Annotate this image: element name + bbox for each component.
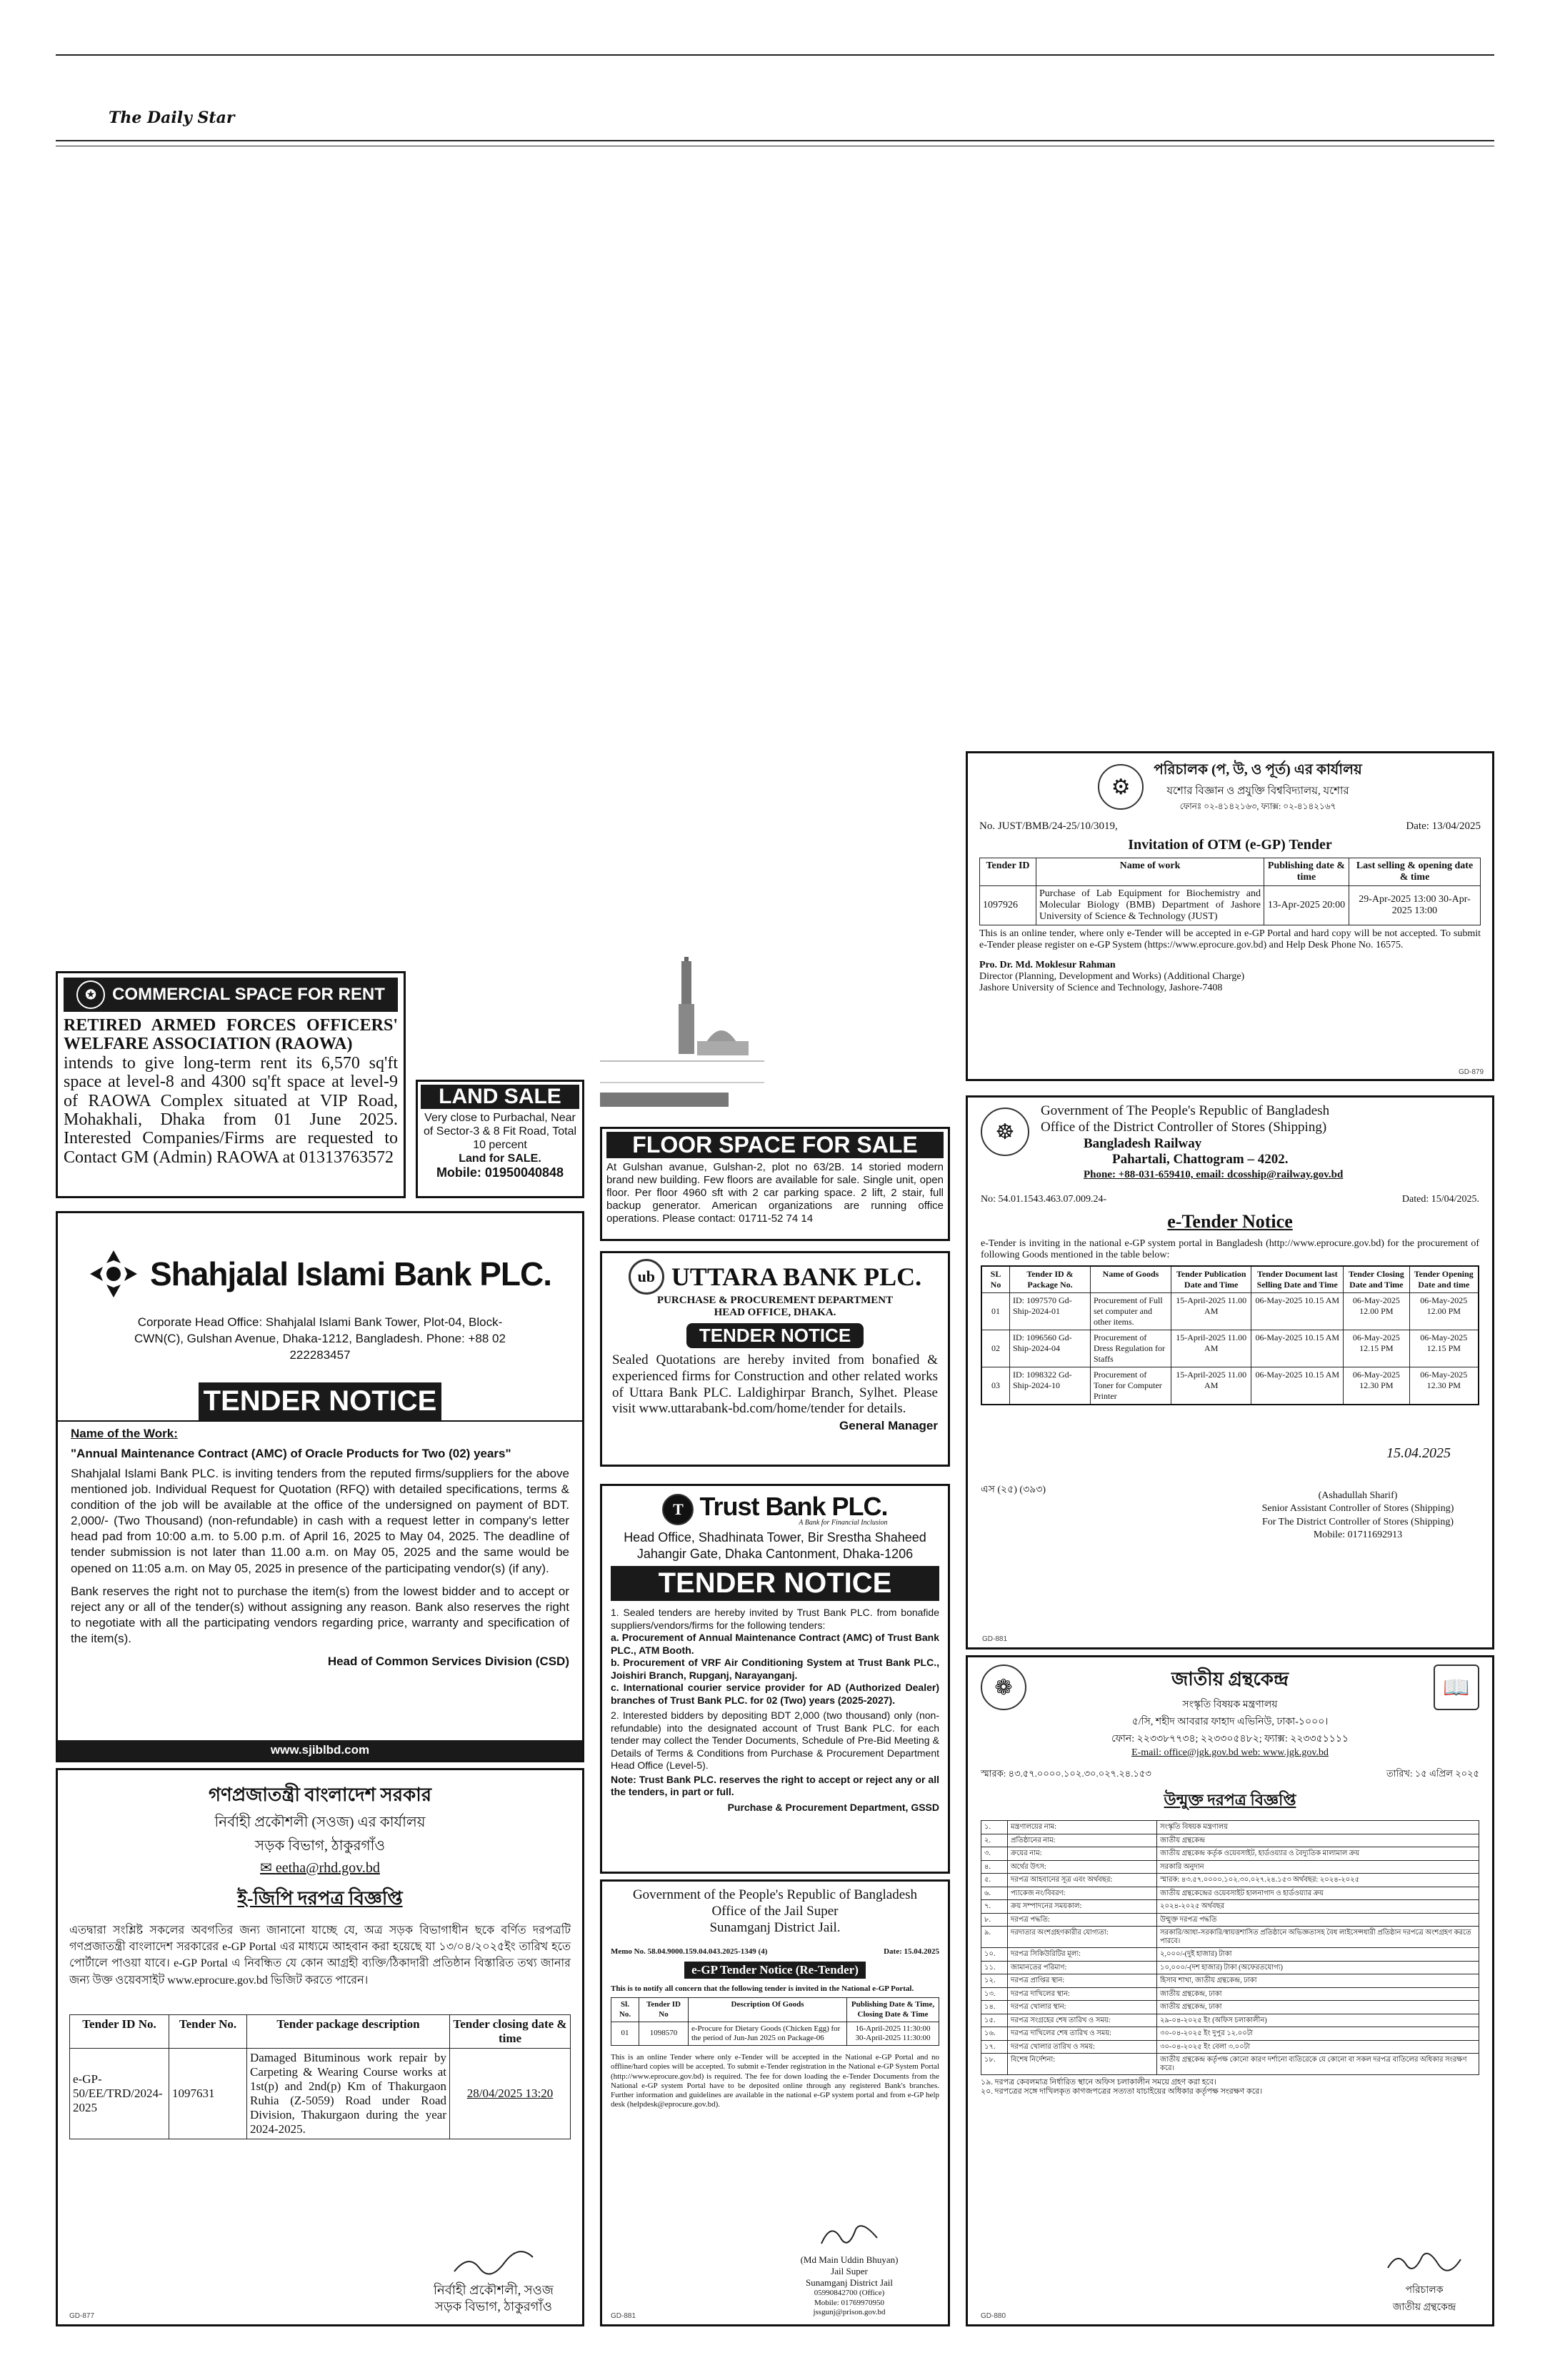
railway-intro: e-Tender is inviting in the national e-GP system portal in Bangladesh (http://www.eprocure.gov.bd) for the procurement of following Goods mentioned in the table below: xyxy=(981,1238,1479,1261)
jail-ph2: Mobile: 01769970950 xyxy=(814,2298,885,2307)
trust-item-b: b. Procurement of VRF Air Conditioning System at Trust Bank PLC., Joishiri Branch, Rupganj, Narayanganj. xyxy=(611,1657,939,1681)
railway-cell: ID: 1098322 Gd-Ship-2024-10 xyxy=(1010,1367,1091,1405)
table-row xyxy=(981,1874,1479,1887)
just-th-selling: Last selling & opening date & time xyxy=(1349,858,1481,886)
jgk-foot1: ১৯. দরপত্র কেবলমাত্র নির্ধারিত স্থানে অফিস চলাকালীন সময়ে গ্রহণ করা হবে। xyxy=(981,2078,1216,2087)
jgk-sign-org: জাতীয় গ্রন্থকেন্দ্র xyxy=(1392,2302,1456,2313)
gov-emblem-icon: ❁ xyxy=(981,1665,1026,1710)
sibl-web-link[interactable]: www.sjiblbd.com xyxy=(58,1740,582,1760)
rhd-signature-icon xyxy=(451,2250,536,2279)
railway-addr: Pahartali, Chattogram – 4202. xyxy=(1112,1152,1289,1168)
railway-org: Bangladesh Railway xyxy=(1084,1135,1202,1151)
rhd-email-text: eetha@rhd.gov.bd xyxy=(275,1860,380,1876)
jgk-cell: ১০,০০০/-(দশ হাজার) টাকা (অফেরতযোগ্য) xyxy=(1157,1961,1479,1974)
just-th-publish: Publishing date & time xyxy=(1264,858,1349,886)
university-emblem-icon: ⚙ xyxy=(1098,764,1144,810)
railway-date: Dated: 15/04/2025. xyxy=(1401,1194,1479,1205)
railway-cell: 15-April-2025 11.00 AM xyxy=(1171,1293,1251,1330)
jgk-cell: ১৭. xyxy=(981,2040,1008,2054)
jgk-memo: স্মারক: ৪৩.৫৭.০০০০.১০২.৩০.০২৭.২৪.১৫৩ xyxy=(981,1768,1151,1779)
railway-memo: No: 54.01.1543.463.07.009.24- xyxy=(981,1194,1107,1205)
just-gd: GD-879 xyxy=(1458,1068,1484,1076)
top-rule xyxy=(56,54,1494,56)
jgk-cell: অর্থের উৎস: xyxy=(1008,1860,1157,1874)
rhd-ad xyxy=(56,1768,584,2326)
railway-cell: Procurement of Toner for Computer Printer xyxy=(1091,1367,1171,1405)
jgk-gd: GD-880 xyxy=(981,2312,1006,2320)
jail-th-desc: Description Of Goods xyxy=(689,1998,847,2022)
jail-office: Office of the Jail Super xyxy=(711,1903,839,1919)
trust-notice: TENDER NOTICE xyxy=(611,1566,939,1601)
rhd-th-id: Tender ID No. xyxy=(70,2014,169,2048)
jgk-address: ৫/সি, শহীদ আবরার ফাহাদ এভিনিউ, ঢাকা-১০০০। xyxy=(1131,1717,1329,1727)
rhd-email[interactable] xyxy=(69,1859,571,1877)
sibl-name: Shahjalal Islami Bank PLC. xyxy=(150,1255,551,1292)
jail-signature-icon xyxy=(817,2218,881,2251)
jgk-cell: দরদাতার অংশগ্রহণকারীর যোগ্যতা: xyxy=(1008,1927,1157,1948)
uttara-ad xyxy=(600,1251,950,1467)
jgk-cell: ক্রয় সম্পাদনের সময়কাল: xyxy=(1008,1900,1157,1914)
sibl-para2: Bank reserves the right not to purchase the item(s) from the lowest bidder and to accept or reject any or all of the tender(s) without assigning any reason. Bank also reserves the right to negotiate with all the participating vendors regarding price, warranty and specification of the item(s). xyxy=(71,1584,569,1645)
table-row xyxy=(981,1821,1479,1834)
jgk-cell: ৩০-০৪-২০২৫ ইং দুপুর ১২.০০টা xyxy=(1157,2027,1479,2041)
table-row xyxy=(981,1900,1479,1914)
railway-signature-date: 15.04.2025 xyxy=(1386,1445,1451,1462)
rhd-gov: গণপ্রজাতন্ত্রী বাংলাদেশ সরকার xyxy=(208,1784,432,1805)
floor-title: FLOOR SPACE FOR SALE xyxy=(606,1132,944,1158)
railway-cell: 06-May-2025 10.15 AM xyxy=(1251,1367,1344,1405)
rhd-cell-id: e-GP-50/EE/TRD/2024-2025 xyxy=(70,2048,169,2139)
just-title: Invitation of OTM (e-GP) Tender xyxy=(1128,837,1332,853)
masthead-rule xyxy=(56,140,1494,141)
uttara-notice: TENDER NOTICE xyxy=(686,1323,864,1348)
mosque-icon xyxy=(600,957,764,1107)
jgk-cell: দরপত্র খোলার স্থান: xyxy=(1008,2001,1157,2014)
sibl-work: "Annual Maintenance Contract (AMC) of Oracle Products for Two (02) years" xyxy=(71,1446,511,1460)
jail-place: Sunamganj District Jail. xyxy=(709,1919,841,1935)
uttara-sign: General Manager xyxy=(839,1419,938,1433)
jgk-cell: দরপত্র খোলার তারিখ ও সময়: xyxy=(1008,2040,1157,2054)
railway-d2: For The District Controller of Stores (Shipping) xyxy=(1261,1516,1454,1527)
jail-cell-dates: 16-April-2025 11:30:00 30-April-2025 11:30:00 xyxy=(847,2022,939,2045)
jgk-cell: দরপত্র আহবানের সূত্র এবং অর্থবছর: xyxy=(1008,1874,1157,1887)
just-cell-publish: 13-Apr-2025 20:00 xyxy=(1264,886,1349,925)
table-row xyxy=(981,1293,1479,1330)
trust-ad xyxy=(600,1484,950,1874)
just-org: Jashore University of Science and Technology, Jashore-7408 xyxy=(979,983,1223,993)
railway-cell: 06-May-2025 10.15 AM xyxy=(1251,1293,1344,1330)
jail-cell-desc: e-Procure for Dietary Goods (Chicken Egg) for the period of Jun-Jun 2025 on Package-06 xyxy=(689,2022,847,2045)
table-row xyxy=(981,1367,1479,1405)
jgk-cell: ৪. xyxy=(981,1860,1008,1874)
railway-th-closing: Tender Closing Date and Time xyxy=(1344,1266,1409,1293)
just-signer: Pro. Dr. Md. Moklesur Rahman xyxy=(979,960,1116,970)
railway-mobile: Mobile: 01711692913 xyxy=(1313,1529,1403,1540)
uttara-name: UTTARA BANK PLC. xyxy=(671,1262,922,1291)
sibl-work-label: Name of the Work: xyxy=(71,1426,178,1440)
table-row xyxy=(981,1987,1479,2001)
jail-ad xyxy=(600,1879,950,2326)
rhd-th-desc: Tender package description xyxy=(247,2014,450,2048)
jgk-cell: ২. xyxy=(981,1834,1008,1847)
jgk-cell: সরকারি অনুদান xyxy=(1157,1860,1479,1874)
jgk-cell: দরপত্র সিকিউরিটির মূল্য: xyxy=(1008,1948,1157,1962)
jgk-cell: বিশেষ নির্দেশনা: xyxy=(1008,2054,1157,2075)
sibl-address: Corporate Head Office: Shahjalal Islami Bank Tower, Plot-04, Block- CWN(C), Gulshan Avenue, Dhaka-1212, Bangladesh. Phone: +88 02 222283457 xyxy=(134,1315,506,1362)
railway-ad xyxy=(966,1095,1494,1650)
railway-th-opening: Tender Opening Date and time xyxy=(1409,1266,1479,1293)
table-row xyxy=(981,1913,1479,1927)
railway-cell: 15-April-2025 11.00 AM xyxy=(1171,1330,1251,1367)
jail-th-id: Tender ID No xyxy=(639,1998,689,2022)
jgk-title: উন্মুক্ত দরপত্র বিজ্ঞপ্তি xyxy=(1164,1791,1296,1809)
rhd-office: নির্বাহী প্রকৌশলী (সওজ) এর কার্যালয় xyxy=(214,1814,426,1830)
railway-cell: 06-May-2025 12.30 PM xyxy=(1344,1367,1409,1405)
railway-cell: 06-May-2025 12.15 PM xyxy=(1409,1330,1479,1367)
railway-signer: (Ashadullah Sharif) xyxy=(1318,1490,1398,1502)
sibl-logo-icon xyxy=(89,1249,139,1299)
trust-name: Trust Bank PLC. xyxy=(699,1492,888,1521)
trust-note: Note: Trust Bank PLC. reserves the right to accept or reject any or all the tenders, in part or full. xyxy=(611,1773,939,1797)
railway-cell: 15-April-2025 11.00 AM xyxy=(1171,1367,1251,1405)
trust-item-a: a. Procurement of Annual Maintenance Contract (AMC) of Trust Bank PLC., ATM Booth. xyxy=(611,1632,939,1656)
jgk-cell: ১৮. xyxy=(981,2054,1008,2075)
jgk-name: জাতীয় গ্রন্থকেন্দ্র xyxy=(1171,1669,1289,1689)
jail-table xyxy=(611,1997,939,2046)
rhd-sig-name: নির্বাহী প্রকৌশলী, সওজ xyxy=(433,2283,554,2297)
jgk-cell: ২৯-০৪-২০২৫ ইং (অফিস চলাকালীন) xyxy=(1157,2014,1479,2027)
railway-cell: Procurement of Full set computer and other items. xyxy=(1091,1293,1171,1330)
land-body: Very close to Purbachal, Near of Sector-3 & 8 Fit Road, Total 10 percent xyxy=(423,1112,577,1152)
table-row xyxy=(981,1961,1479,1974)
sibl-notice: TENDER NOTICE xyxy=(199,1382,441,1420)
railway-ref: এস (২৫) (৩৯৩) xyxy=(981,1485,1046,1496)
railway-th-goods: Name of Goods xyxy=(1091,1266,1171,1293)
table-row xyxy=(981,1330,1479,1367)
jail-d1: Jail Super xyxy=(831,2265,868,2276)
railway-gd: GD-881 xyxy=(982,1635,1008,1643)
jgk-cell: মন্ত্রণালয়ের নাম: xyxy=(1008,1821,1157,1834)
trust-p2: 2. Interested bidders by depositing BDT 2,000 (two thousand) only (non-refundable) into the designated account of Trust Bank PLC. for each tender may collect the Tender Documents, Schedule of Pre-Bid Meeting & Details of Terms & Conditions from Purchase & Procurement Department Head Office (Level-5). xyxy=(611,1709,939,1771)
table-row xyxy=(981,1887,1479,1900)
jgk-cell: ৭. xyxy=(981,1900,1008,1914)
rhd-th-no: Tender No. xyxy=(169,2014,247,2048)
jgk-sign-title: পরিচালক xyxy=(1405,2285,1444,2296)
jgk-cell: ১৬. xyxy=(981,2027,1008,2041)
jgk-cell: ১২. xyxy=(981,1974,1008,1988)
land-sale-ad xyxy=(416,1080,584,1198)
jgk-cell: জাতীয় গ্রন্থকেন্দ্র কর্তৃপক্ষ কোনো কারণ দর্শানো ব্যতিরেকে যে কোনো বা সকল দরপত্র বাতিলের অধিকার সংরক্ষণ করে। xyxy=(1157,2054,1479,2075)
floor-body: At Gulshan avanue, Gulshan-2, plot no 63/2B. 14 storied modern brand new building. Few floors are available for sale. Single unit, open floor. Per floor 4960 sft with 2 car parking space. 2 lift, 2 stair, full backup generator. American organizations are running office operations. Please contact: 01711-52 74 14 xyxy=(606,1161,944,1225)
jgk-cell: জাতীয় গ্রন্থকেন্দ্রের ওয়েবসাইট হালনাগাদ ও হার্ডওয়্যার ক্রয় xyxy=(1157,1887,1479,1900)
jgk-table xyxy=(981,1820,1479,2075)
jgk-email: E-mail: office@jgk.gov.bd web: www.jgk.gov.bd xyxy=(1131,1747,1329,1758)
railway-th-sl: SL No xyxy=(981,1266,1010,1293)
table-row xyxy=(981,1948,1479,1962)
railway-d1: Senior Assistant Controller of Stores (Shipping) xyxy=(1261,1503,1454,1515)
jgk-date: তারিখ: ১৫ এপ্রিল ২০২৫ xyxy=(1386,1768,1479,1779)
jgk-cell: ১৪. xyxy=(981,2001,1008,2014)
uttara-dept: PURCHASE & PROCUREMENT DEPARTMENT xyxy=(656,1295,894,1306)
rhd-cell-closing: 28/04/2025 13:20 xyxy=(450,2048,571,2139)
jgk-ad xyxy=(966,1655,1494,2326)
jgk-cell: ক্রয়ের নাম: xyxy=(1008,1847,1157,1861)
jail-th-sl: Sl. No. xyxy=(611,1998,639,2022)
raowa-title: COMMERCIAL SPACE FOR RENT xyxy=(112,985,385,1004)
rhd-cell-no: 1097631 xyxy=(169,2048,247,2139)
jgk-foot2: ২০. দরপত্রের সঙ্গে দাখিলকৃত কাগজপত্রের সত্যতা যাচাইয়ের অধিকার কর্তৃপক্ষ সংরক্ষণ করে। xyxy=(981,2087,1263,2097)
railway-gov: Government of The People's Republic of Bangladesh xyxy=(1041,1103,1330,1118)
rhd-division: সড়ক বিভাগ, ঠাকুরগাঁও xyxy=(254,1838,386,1854)
raowa-logo-icon: ✪ xyxy=(76,980,105,1009)
railway-cell: 06-May-2025 12.15 PM xyxy=(1344,1330,1409,1367)
jail-email: jssgunj@prison.gov.bd xyxy=(813,2307,886,2316)
jail-date: Date: 15.04.2025 xyxy=(884,1947,939,1957)
trust-address: Head Office, Shadhinata Tower, Bir Srestha Shaheed Jahangir Gate, Dhaka Cantonment, Dhaka-1206 xyxy=(624,1530,926,1561)
table-row xyxy=(981,2014,1479,2027)
sibl-ad xyxy=(56,1211,584,1762)
jgk-cell: প্যাকেজ নং/বিবরণ: xyxy=(1008,1887,1157,1900)
uttara-office: HEAD OFFICE, DHAKA. xyxy=(714,1307,836,1318)
book-logo-icon: 📖 xyxy=(1434,1665,1479,1710)
railway-cell: 06-May-2025 12.00 PM xyxy=(1344,1293,1409,1330)
jgk-cell: ১৩. xyxy=(981,1987,1008,2001)
jail-intro: This is to notify all concern that the following tender is invited in the National e-GP Portal. xyxy=(611,1984,914,1994)
uttara-logo-icon: ub xyxy=(629,1259,664,1295)
trust-tagline: A Bank for Financial Inclusion xyxy=(799,1519,888,1527)
jgk-cell: ১৫. xyxy=(981,2014,1008,2027)
table-row xyxy=(981,1847,1479,1861)
mosque-graphic xyxy=(600,957,764,1107)
trust-item-c: c. International courier service provider for AD (Authorized Dealer) branches of Trust Bank PLC. for 02 (Two) years (2025-2027). xyxy=(611,1682,939,1706)
just-memo: No. JUST/BMB/24-25/10/3019, xyxy=(979,820,1118,832)
jgk-cell: জাতীয় গ্রন্থকেন্দ্র কর্তৃক ওয়েবসাইট, হার্ডওয়্যার ও বৈদ্যুতিক মালামাল ক্রয় xyxy=(1157,1847,1479,1861)
just-university: যশোর বিজ্ঞান ও প্রযুক্তি বিশ্ববিদ্যালয়, যশোর xyxy=(1166,785,1349,797)
railway-table xyxy=(981,1265,1479,1405)
railway-cell: ID: 1097570 Gd-Ship-2024-01 xyxy=(1010,1293,1091,1330)
jgk-cell: ১. xyxy=(981,1821,1008,1834)
land-mobile: Mobile: 01950040848 xyxy=(436,1165,564,1180)
jgk-cell: ৯. xyxy=(981,1927,1008,1948)
jail-th-dates: Publishing Date & Time, Closing Date & Time xyxy=(847,1998,939,2022)
just-cell-selling: 29-Apr-2025 13:00 30-Apr-2025 13:00 xyxy=(1349,886,1481,925)
jail-gd: GD-881 xyxy=(611,2312,636,2320)
just-table xyxy=(979,858,1481,925)
raowa-org: RETIRED ARMED FORCES OFFICERS' WELFARE ASSOCIATION (RAOWA) xyxy=(64,1016,398,1054)
jail-signer: (Md Main Uddin Bhuyan) xyxy=(800,2254,899,2265)
jgk-ministry: সংস্কৃতি বিষয়ক মন্ত্রণালয় xyxy=(1182,1699,1278,1710)
table-row xyxy=(981,2027,1479,2041)
table-row xyxy=(981,1860,1479,1874)
table-row xyxy=(981,2040,1479,2054)
railway-th-selling: Tender Document last Selling Date and Time xyxy=(1251,1266,1344,1293)
rhd-cell-desc: Damaged Bituminous work repair by Carpeting & Wearing Course works at 1st(p) and 2nd(p) Km of Thakurgaon Ruhia (Z-5059) Road under Road Division, Thakurgaon during the year 2024-2025. xyxy=(247,2048,450,2139)
land-body2: Land for SALE. xyxy=(459,1152,541,1165)
jgk-cell: সংস্কৃতি বিষয়ক মন্ত্রণালয় xyxy=(1157,1821,1479,1834)
railway-th-publication: Tender Publication Date and Time xyxy=(1171,1266,1251,1293)
jgk-phone: ফোন: ২২৩৩৮৭৭৩৪; ২২৩৩০৫৪৮২; ফ্যাক্স: ২২৩৩৫১১১১ xyxy=(1111,1734,1349,1744)
trust-logo-icon: T xyxy=(662,1494,694,1525)
jgk-signature-icon xyxy=(1385,2246,1464,2278)
railway-cell: ID: 1096560 Gd-Ship-2024-04 xyxy=(1010,1330,1091,1367)
table-row xyxy=(981,1927,1479,1948)
table-row xyxy=(981,1974,1479,1988)
jgk-cell: দরপত্র দাখিলের শেষ তারিখ ও সময়: xyxy=(1008,2027,1157,2041)
uttara-body: Sealed Quotations are hereby invited from bonafied & experienced firms for Construction and other related works of Uttara Bank PLC. Laldighirpar Branch, Sylhet. Please visit www.uttarabank-bd.com/home/tender for details. xyxy=(612,1352,938,1417)
table-row xyxy=(981,1834,1479,1847)
jgk-cell: ৬. xyxy=(981,1887,1008,1900)
railway-cell: 06-May-2025 12.30 PM xyxy=(1409,1367,1479,1405)
raowa-ad xyxy=(56,971,406,1198)
railway-cell: 03 xyxy=(981,1367,1010,1405)
jgk-cell: ২,০০০/-(দুই হাজার) টাকা xyxy=(1157,1948,1479,1962)
just-th-work: Name of work xyxy=(1036,858,1264,886)
jgk-cell: জামানতের পরিমাণ: xyxy=(1008,1961,1157,1974)
jgk-cell: জাতীয় গ্রন্থকেন্দ্র, ঢাকা xyxy=(1157,2001,1479,2014)
jgk-cell: জাতীয় গ্রন্থকেন্দ্র, ঢাকা xyxy=(1157,1987,1479,2001)
jail-cell-sl: 01 xyxy=(611,2022,639,2045)
mail-icon: ✉ xyxy=(260,1860,276,1876)
sibl-sign: Head of Common Services Division (CSD) xyxy=(327,1655,569,1669)
railway-office: Office of the District Controller of Stores (Shipping) xyxy=(1041,1119,1327,1135)
railway-contact: Phone: +88-031-659410, email: dcosship@railway.gov.bd xyxy=(1084,1169,1344,1181)
jail-cell-id: 1098570 xyxy=(639,2022,689,2045)
jgk-cell: দরপত্র পদ্ধতি: xyxy=(1008,1913,1157,1927)
jgk-cell: সরকারি/আধা-সরকারি/স্বায়ত্তশাসিত প্রতিষ্ঠানে অভিজ্ঞতাসহ বৈধ লাইসেন্সধারী প্রতিষ্ঠান দরপত্রে অংশগ্রহণ করতে পারবে। xyxy=(1157,1927,1479,1948)
rhd-title: ই-জিপি দরপত্র বিজ্ঞপ্তি xyxy=(237,1888,403,1909)
just-cell-id: 1097926 xyxy=(980,886,1036,925)
jail-ph1: 05990842700 (Office) xyxy=(814,2289,885,2298)
jail-d2: Sunamganj District Jail xyxy=(805,2277,894,2289)
just-office: পরিচালক (প, উ, ও পূর্ত) এর কার্যালয় xyxy=(1154,762,1362,778)
jgk-cell: ৩০-০৪-২০২৫ ইং বেলা ৩.০০টা xyxy=(1157,2040,1479,2054)
jgk-cell: উন্মুক্ত দরপত্র পদ্ধতি xyxy=(1157,1913,1479,1927)
just-phone: ফোনঃ ০২-৪১৪২১৬৩, ফ্যাক্স: ০২-৪১৪২১৬৭ xyxy=(1179,801,1336,811)
land-title: LAND SALE xyxy=(421,1085,579,1109)
railway-title: e-Tender Notice xyxy=(1167,1211,1293,1232)
railway-cell: 06-May-2025 10.15 AM xyxy=(1251,1330,1344,1367)
rhd-th-closing: Tender closing date & time xyxy=(450,2014,571,2048)
just-cell-work: Purchase of Lab Equipment for Biochemistry and Molecular Biology (BMB) Department of Jashore University of Science & Technology (JUST) xyxy=(1036,886,1264,925)
jgk-cell: ৩. xyxy=(981,1847,1008,1861)
jgk-cell: হিসাব শাখা, জাতীয় গ্রন্থকেন্দ্র, ঢাকা xyxy=(1157,1974,1479,1988)
rhd-para: এতদ্বারা সংশ্লিষ্ট সকলের অবগতির জন্য জানানো যাচ্ছে যে, অত্র সড়ক বিভাগাধীন ছকে বর্ণিত দরপত্রটি গণপ্রজাতন্ত্রী বাংলাদেশ সরকারের e-GP Portal এর মাধ্যমে আহবান করা হয়েছে যা ১৩/০৪/২০২৫ইং তারিখ হতে পোর্টালে পাওয়া যাবে। e-GP Portal এ নিবন্ধিত যে কোন আগ্রহী ব্যক্তি/ঠিকাদারী প্রতিষ্ঠান বিস্তারিত তথ্য জানার জন্য উক্ত ওয়েবসাইট www.eprocure.gov.bd ভিজিট করতে পারেন। xyxy=(69,1924,571,1987)
jgk-cell: দরপত্র দাখিলের স্থান: xyxy=(1008,1987,1157,2001)
rhd-gd: GD-877 xyxy=(69,2312,95,2320)
railway-emblem-icon: ☸ xyxy=(981,1108,1029,1156)
raowa-body: intends to give long-term rent its 6,570 sq'ft space at level-8 and 4300 sq'ft space at level-9 of RAOWA Complex situated at VIP Road, Mohakhali, Dhaka from 01 June 2025. Interested Companies/Firms are requested to Contact GM (Admin) RAOWA at 01313763572 xyxy=(64,1053,398,1167)
railway-cell: 01 xyxy=(981,1293,1010,1330)
jgk-cell: ১১. xyxy=(981,1961,1008,1974)
trust-sign: Purchase & Procurement Department, GSSD xyxy=(727,1801,939,1813)
table-row xyxy=(981,2054,1479,2075)
just-th-id: Tender ID xyxy=(980,858,1036,886)
jgk-cell: স্মারক: ৪৩.৫৭.০০০০.১০২.৩০.০২৭.২৪.১৫৩ অর্থবছর: ২০২৪-২০২৫ xyxy=(1157,1874,1479,1887)
jgk-cell: ৮. xyxy=(981,1913,1008,1927)
jail-title: e-GP Tender Notice (Re-Tender) xyxy=(684,1962,866,1979)
rhd-table xyxy=(69,2014,571,2139)
railway-cell: 02 xyxy=(981,1330,1010,1367)
jgk-cell: ১০. xyxy=(981,1948,1008,1962)
just-tender-ad xyxy=(966,751,1494,1081)
floor-space-ad xyxy=(600,1127,950,1241)
railway-cell: Procurement of Dress Regulation for Staffs xyxy=(1091,1330,1171,1367)
just-note: This is an online tender, where only e-Tender will be accepted in e-GP Portal and hard copy will be not accepted. To submit e-Tender please register on e-GP System (https://www.eprocure.gov.bd) and Help Desk Phone No. 16575. xyxy=(979,928,1481,950)
rhd-sig-place: সড়ক বিভাগ, ঠাকুরগাঁও xyxy=(434,2299,552,2314)
jgk-cell: দরপত্র প্রাপ্তির স্থান: xyxy=(1008,1974,1157,1988)
trust-p1: 1. Sealed tenders are hereby invited by Trust Bank PLC. from bonafide suppliers/vendors/firms for the following tenders: xyxy=(611,1607,939,1631)
jail-para: This is an online Tender where only e-Tender will be accepted in the National e-GP Portal and no offline/hard copies will be accepted. To submit e-Tender registration in the National e-GP System Portal (http://www.eprocure.gov.bd) is required. The fee for down loading the e-Tender Documents from the National e-GP system Portal have to be deposited online through any registered Bank's branches. Further information and guidelines are available in the national e-GP system portal and from e-GP help desk (helpdesk@eprocure.gov.bd). xyxy=(611,2053,939,2109)
table-row xyxy=(981,2001,1479,2014)
just-date: Date: 13/04/2025 xyxy=(1406,820,1481,832)
jgk-cell: ৫. xyxy=(981,1874,1008,1887)
jgk-cell: জাতীয় গ্রন্থকেন্দ্র xyxy=(1157,1834,1479,1847)
jail-gov: Government of the People's Republic of Bangladesh xyxy=(632,1887,918,1902)
masthead: The Daily Star xyxy=(109,109,235,127)
jgk-cell: ২০২৪-২০২৫ অর্থবছর xyxy=(1157,1900,1479,1914)
sibl-para1: Shahjalal Islami Bank PLC. is inviting tenders from the reputed firms/suppliers for the above mentioned job. Individual Request for Quotation (RFQ) with detailed specifications, terms & condition of the job will be available at the office of the undersigned on payment of BDT. 2,000/- (Two Thousand) (non-refundable) in cash with a request letter in company's letter head pad from 10:00 a.m. to 5.00 p.m. of April 16, 2025 to May 04, 2025. The deadline of tender submission is not later than 11.00 a.m. on May 05, 2025 and the same would be opened on 11:05 a.m. on May 05, 2025 in presence of the participating vendor(s) (if any). xyxy=(71,1467,569,1575)
railway-cell: 06-May-2025 12.00 PM xyxy=(1409,1293,1479,1330)
jail-memo: Memo No. 58.04.9000.159.04.043.2025-1349 (4) xyxy=(611,1947,768,1957)
jgk-cell: প্রতিষ্ঠানের নাম: xyxy=(1008,1834,1157,1847)
just-designation: Director (Planning, Development and Works) (Additional Charge) xyxy=(979,971,1245,982)
jgk-cell: দরপত্র সংগ্রহের শেষ তারিখ ও সময়: xyxy=(1008,2014,1157,2027)
railway-th-id: Tender ID & Package No. xyxy=(1010,1266,1091,1293)
